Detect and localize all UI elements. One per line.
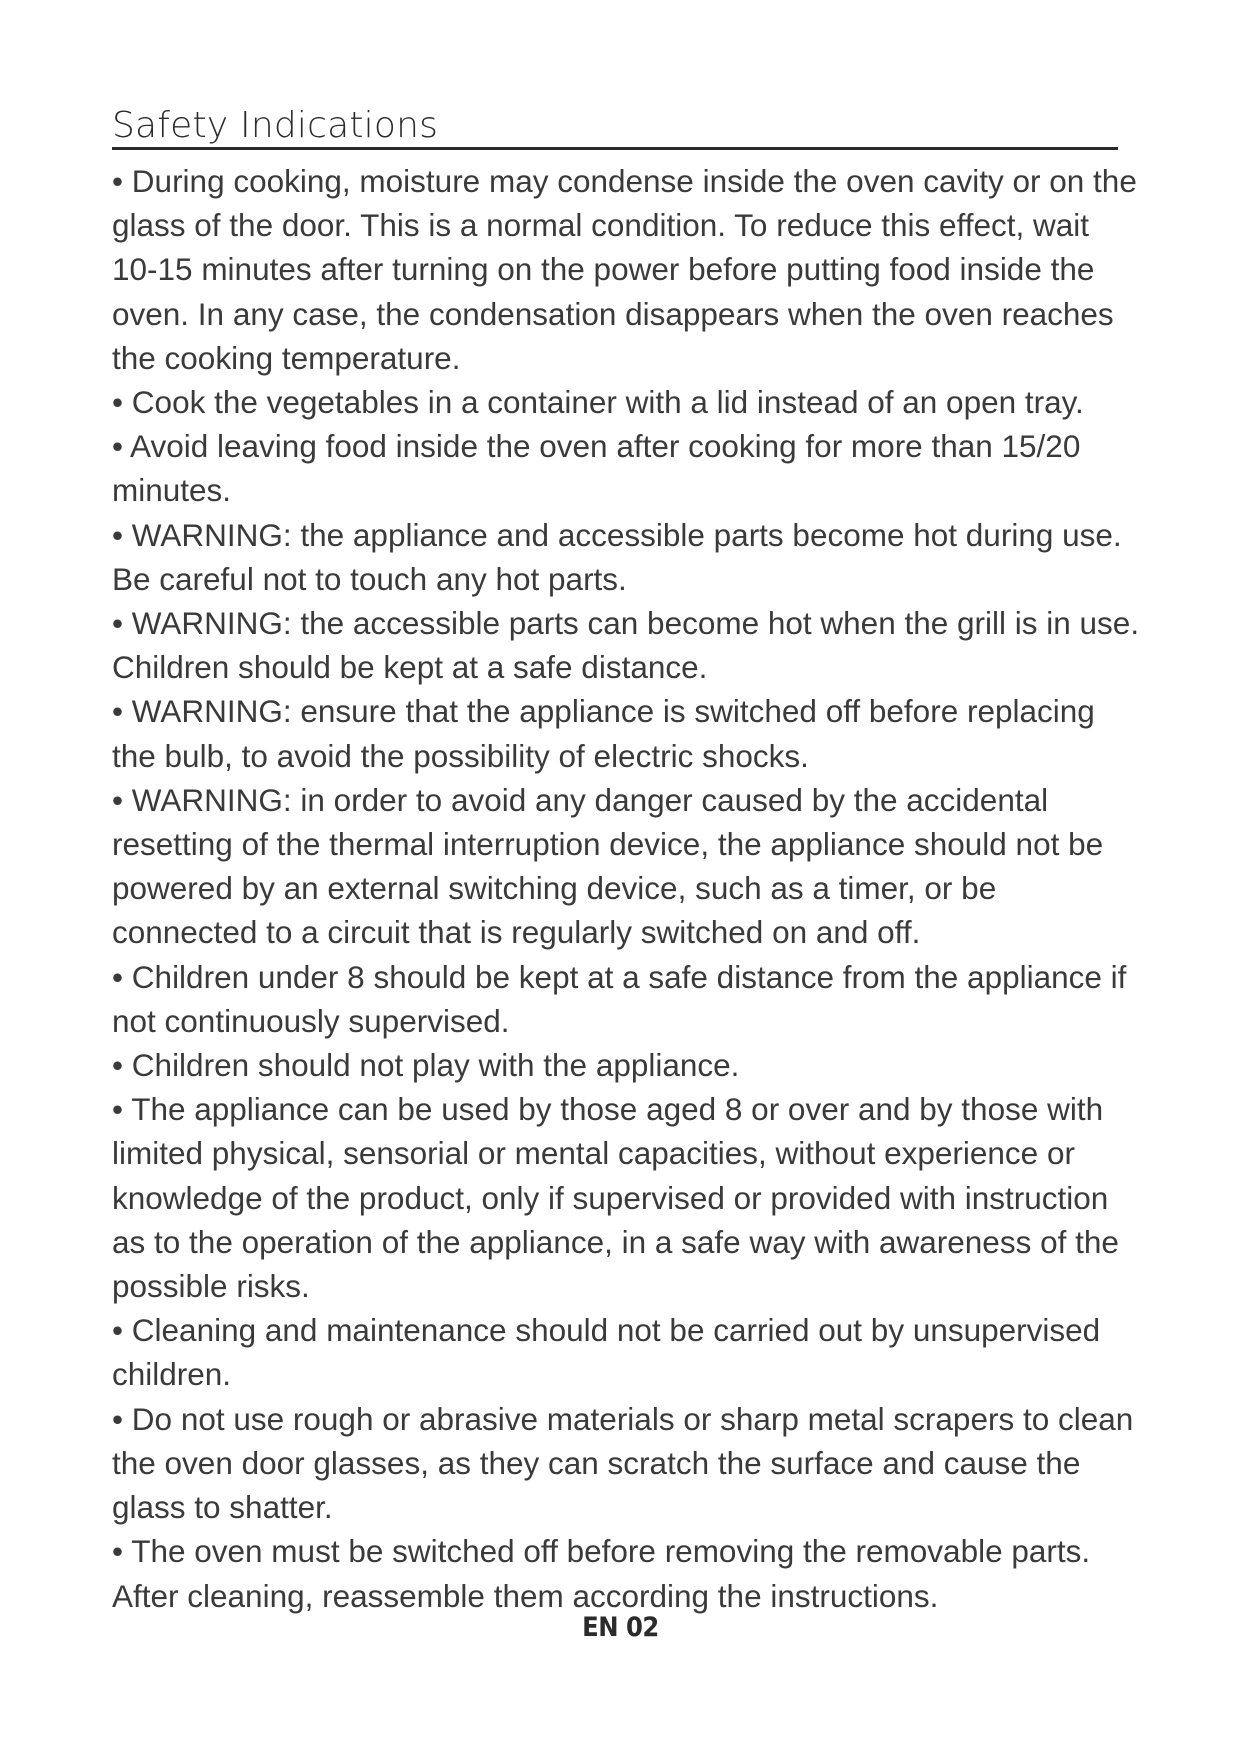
list-item-text: WARNING: the accessible parts can become hot when the grill is in use. Children should be kept at a safe distance. [112,605,1140,686]
bullet-icon: • [112,1533,124,1570]
section-title: Safety Indications [112,105,439,146]
list-item [112,1308,1142,1396]
list-item [112,424,1142,512]
bullet-icon: • [112,428,124,465]
page-number: EN 02 [582,1612,659,1643]
list-item-text: Children should not play with the appliance. [131,1047,740,1084]
list-item-text: Cleaning and maintenance should not be carried out by unsupervised children. [112,1312,1101,1393]
bullet-icon: • [112,516,124,553]
bullet-icon: • [112,163,124,199]
list-item-text: During cooking, moisture may condense inside the oven cavity or on the glass of the door. This is a normal condition. To reduce this effect, wait 10-15 minutes after turning on the power before putting food inside the oven. In any case, the condensation disappears when the oven reaches the cooking temperature. [112,163,1137,376]
list-item [112,778,1142,955]
bullet-icon: • [112,605,124,642]
list-item-text: Do not use rough or abrasive materials or sharp metal scrapers to clean the oven door glasses, as they can scratch the surface and cause the glass to shatter. [112,1400,1134,1526]
bullet-icon: • [112,384,124,421]
list-item [112,955,1142,1043]
list-item [112,513,1142,601]
bullet-icon: • [112,1312,124,1349]
list-item-text: The appliance can be used by those aged 8 or over and by those with limited physical, sensorial or mental capacities, without experience or knowledge of the product, only if supervised or provided with instruction as to the operation of the appliance, in a safe way with awareness of the possible risks. [112,1091,1119,1305]
bullet-icon: • [112,781,124,818]
list-item [112,1087,1142,1308]
bullet-icon: • [112,1047,124,1084]
list-item-text: Children under 8 should be kept at a safe distance from the appliance if not continuously supervised. [112,958,1127,1039]
list-item-text: Cook the vegetables in a container with a lid instead of an open tray. [131,384,1084,421]
title-underline [112,147,1118,150]
list-item [112,380,1142,424]
bullet-icon: • [112,958,124,995]
bullet-icon: • [112,1400,124,1437]
bullet-icon: • [112,1091,124,1128]
list-item [112,601,1142,689]
list-item-text: WARNING: ensure that the appliance is switched off before replacing the bulb, to avoid the possibility of electric shocks. [112,693,1095,774]
list-item-text: WARNING: the appliance and accessible parts become hot during use. Be careful not to touch any hot parts. [112,516,1122,597]
bullet-icon: • [112,693,124,730]
safety-list [112,159,1142,1618]
list-item-text: Avoid leaving food inside the oven after cooking for more than 15/20 minutes. [112,428,1081,509]
list-item [112,1397,1142,1530]
list-item [112,1043,1142,1087]
list-item [112,689,1142,777]
list-item-text: WARNING: in order to avoid any danger caused by the accidental resetting of the thermal interruption device, the appliance should not be powered by an external switching device, such as a timer, or be connected to a circuit that is regularly switched on and off. [112,781,1104,951]
list-item [112,1529,1142,1617]
list-item [112,159,1142,380]
list-item-text: The oven must be switched off before removing the removable parts. After cleaning, reassemble them according the instructions. [112,1533,1091,1614]
